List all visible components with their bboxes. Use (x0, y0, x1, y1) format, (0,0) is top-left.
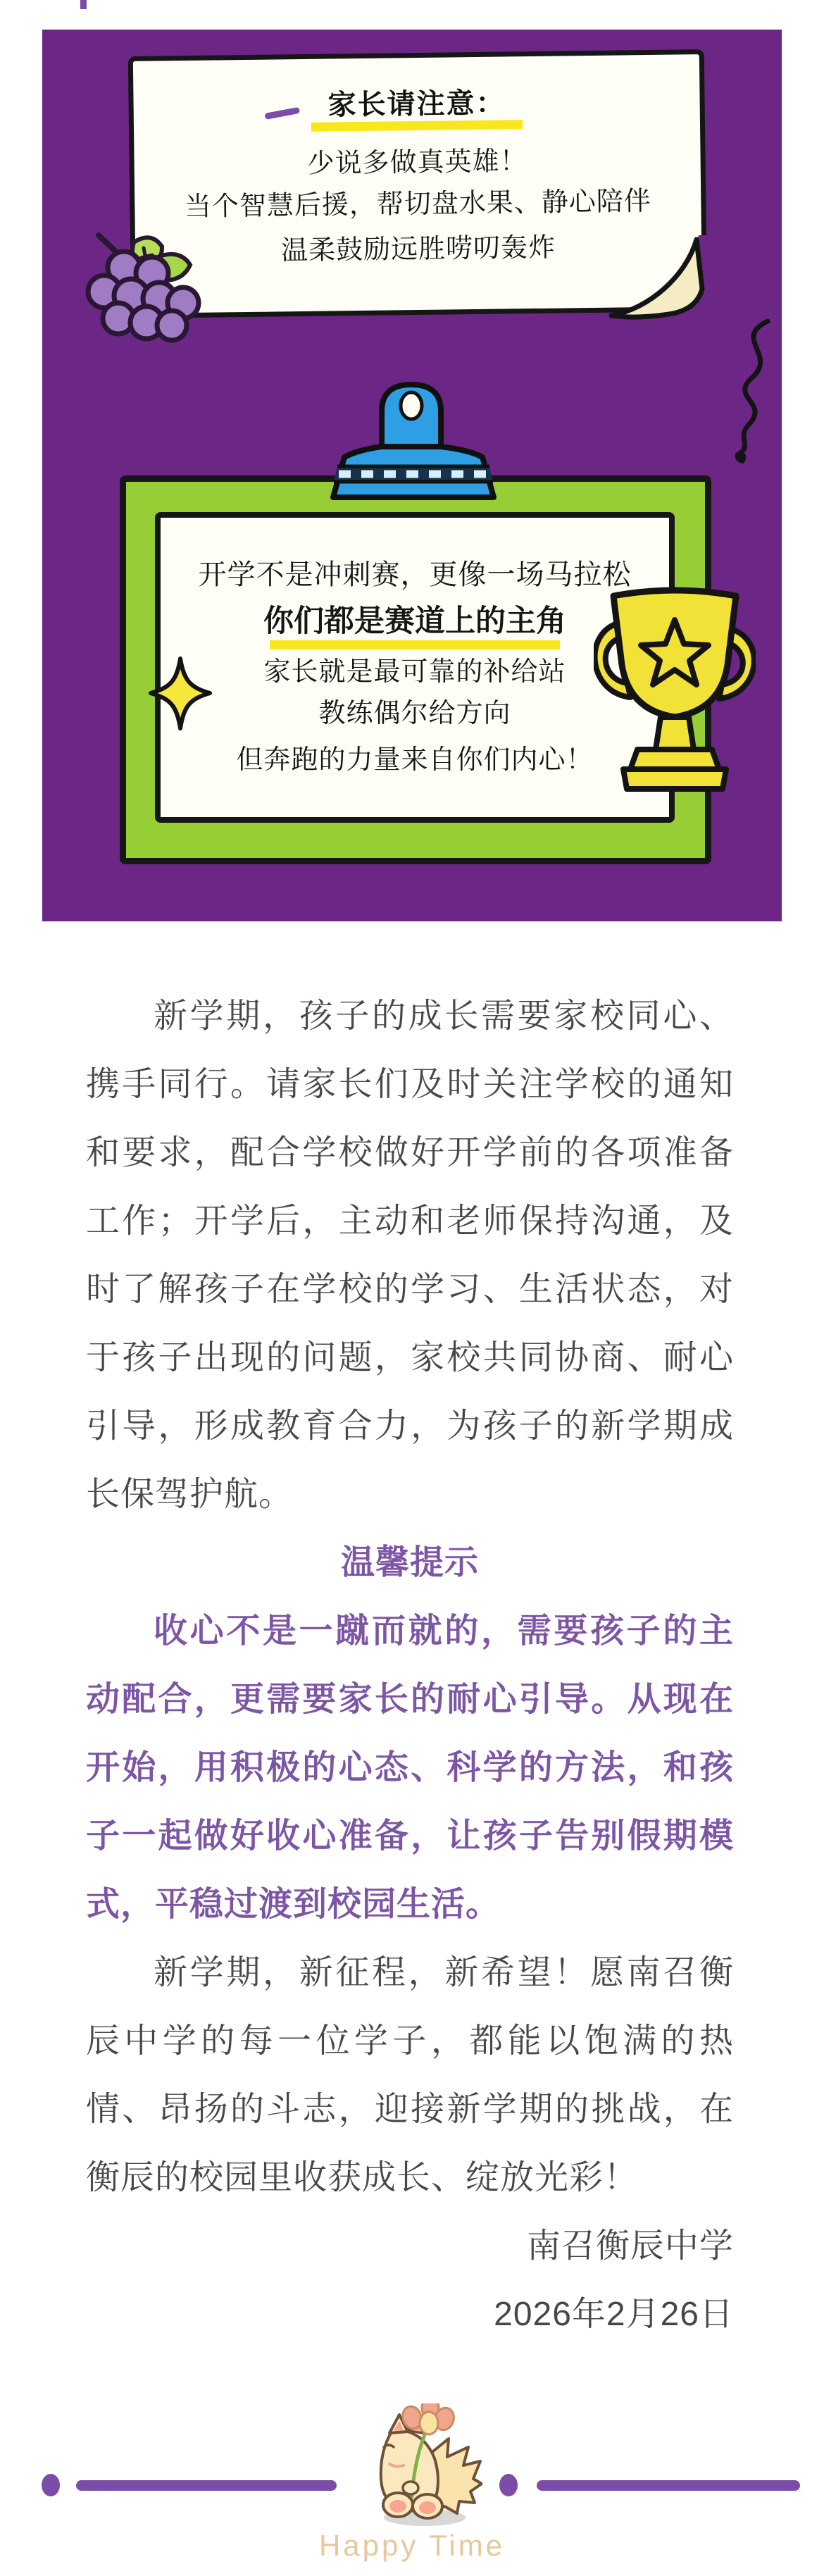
notice-card-title: 家长请注意： (327, 87, 506, 121)
note-line: 教练偶尔给方向 (318, 699, 511, 728)
tips-line: 子一起做好收心准备，让孩子告别假期模 (86, 1817, 734, 1855)
paragraph-line: 辰中学的每一位学子，都能以饱满的热 (86, 2022, 734, 2060)
paragraph-line: 新学期，孩子的成长需要家校同心、 (154, 997, 734, 1035)
paragraph-line: 时了解孩子在学校的学习、生活状态，对 (86, 1271, 734, 1308)
paragraph-line: 工作；开学后，主动和老师保持沟通，及 (86, 1202, 734, 1240)
paragraph-line: 长保驾护航。 (86, 1476, 294, 1513)
article-body (0, 921, 824, 2348)
grapes-icon (83, 231, 206, 349)
note-line: 但奔跑的力量来自你们内心！ (236, 745, 594, 775)
pen-dash-decoration (264, 107, 300, 120)
squiggle-doodle-icon (685, 317, 782, 468)
divider-bar-right (537, 2480, 800, 2491)
hero-banner (42, 30, 782, 921)
notice-line: 少说多做真英雄！ (307, 147, 528, 179)
paragraph-line: 携手同行。请家长们及时关注学校的通知 (86, 1066, 734, 1103)
footer-divider (0, 2391, 824, 2576)
paragraph-line: 衡辰的校园里收获成长、绽放光彩！ (86, 2159, 639, 2196)
notice-card-title-wrap (311, 89, 523, 132)
paragraph-line: 情、昂扬的斗志，迎接新学期的挑战，在 (86, 2091, 734, 2128)
sparkle-icon (148, 657, 213, 730)
paragraph-line: 新学期，新征程，新希望！愿南召衡 (154, 1954, 734, 1991)
page-curl-icon (607, 235, 711, 321)
note-line: 家长就是最可靠的补给站 (263, 657, 566, 687)
paragraph-line: 引导，形成教育合力，为孩子的新学期成 (86, 1407, 734, 1445)
paragraph-line: 于孩子出现的问题，家校共同协商、耐心 (86, 1339, 734, 1376)
paragraph-line: 和要求，配合学校做好开学前的各项准备 (86, 1134, 734, 1171)
tips-line: 收心不是一蹴而就的，需要孩子的主 (154, 1612, 734, 1650)
tips-line: 动配合，更需要家长的耐心引导。从现在 (86, 1681, 734, 1718)
yellow-highlight-bar (311, 120, 523, 132)
binder-clip-icon (316, 382, 511, 503)
tips-line: 式，平稳过渡到校园生活。 (86, 1886, 501, 1923)
date: 2026年2月26日 (494, 2296, 734, 2333)
divider-dot-right (499, 2474, 518, 2496)
note-line-bold: 你们都是赛道上的主角 (263, 604, 566, 638)
notice-line: 当个智慧后援，帮切盘水果、静心陪伴 (184, 186, 652, 223)
cat-with-flower-illustration (370, 2403, 482, 2529)
top-crop-mark (80, 0, 87, 9)
trophy-icon (594, 586, 756, 792)
tips-heading: 温馨提示 (340, 1544, 479, 1581)
note-line: 开学不是冲刺赛，更像一场马拉松 (198, 559, 632, 590)
yellow-underline-bar (270, 640, 560, 649)
tips-line: 开始，用积极的心态、科学的方法，和孩 (86, 1749, 734, 1786)
divider-bar-left (76, 2480, 337, 2491)
signature: 南召衡辰中学 (526, 2227, 734, 2265)
footer-caption: Happy Time (318, 2529, 506, 2562)
notice-line: 温柔鼓励远胜唠叨轰炸 (280, 232, 556, 266)
divider-dot-left (42, 2474, 60, 2496)
